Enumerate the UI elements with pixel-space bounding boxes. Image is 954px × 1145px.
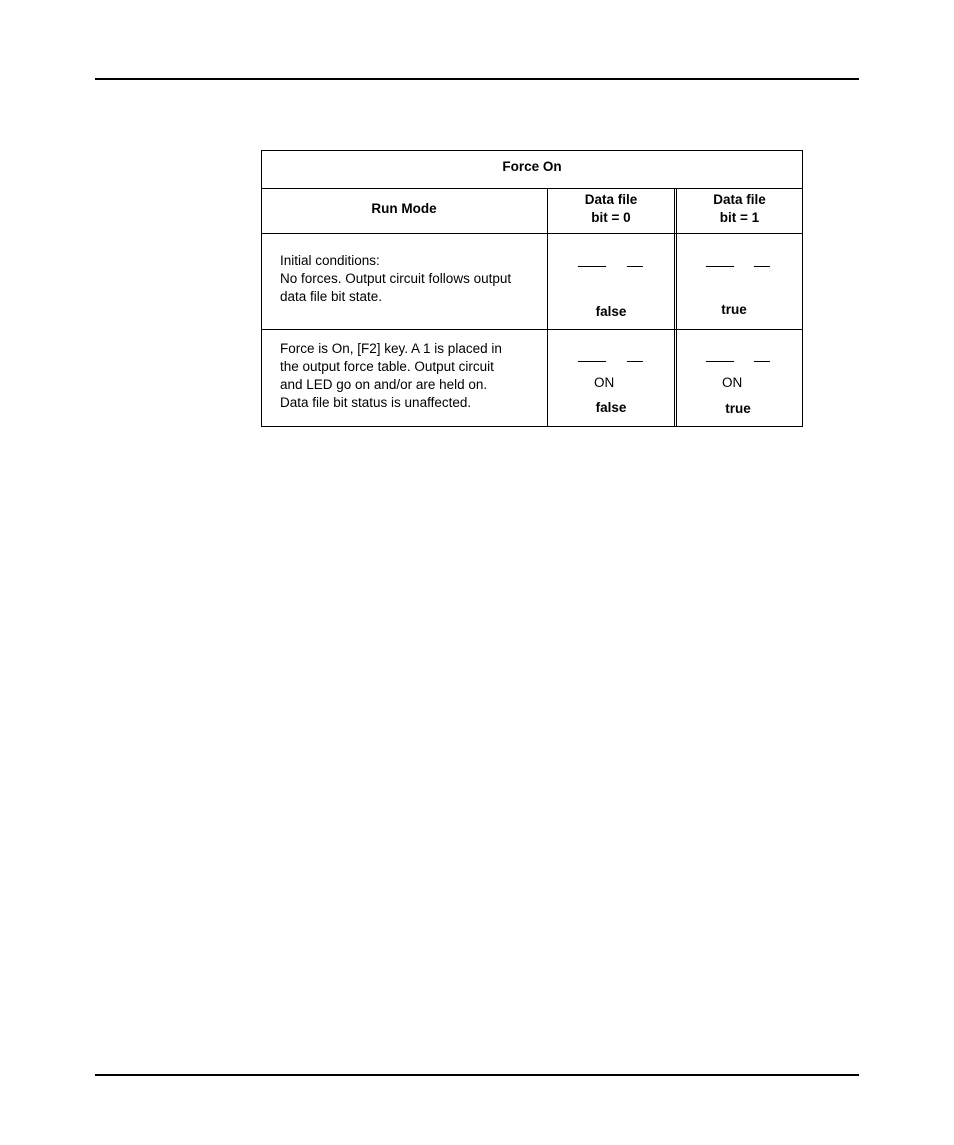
row-2-bit-0-contact-right xyxy=(627,361,643,362)
footer-rule xyxy=(95,1074,859,1076)
column-divider-2 xyxy=(674,188,675,427)
table-border-right xyxy=(802,150,803,427)
table-title: Force On xyxy=(502,159,562,174)
row-2-description: Force is On, [F2] key. A 1 is placed in the output force table. Output circuit and LED go on and/or are held on. Data file bit status is unaffected. xyxy=(280,341,502,410)
row-2-bit-0-state: false xyxy=(595,400,627,415)
row-2-bit-1-contact-left xyxy=(706,361,734,362)
row-divider xyxy=(261,329,803,330)
row-2-bit-1-state: true xyxy=(725,401,751,416)
row-1-bit-0-state: false xyxy=(595,304,627,319)
row-1-bit-1-state: true xyxy=(721,302,747,317)
header-bit-0: Data file bit = 0 xyxy=(584,192,638,225)
row-2-bit-1-contact-right xyxy=(754,361,770,362)
row-1-description: Initial conditions: No forces. Output circuit follows output data file bit state. xyxy=(280,253,512,304)
title-divider xyxy=(261,188,803,189)
header-rule xyxy=(95,78,859,80)
row-1-bit-0-contact-right xyxy=(627,266,643,267)
table-border-top xyxy=(261,150,803,151)
row-2-bit-0-contact-left xyxy=(578,361,606,362)
row-1-bit-1-contact-right xyxy=(754,266,770,267)
header-divider xyxy=(261,233,803,234)
row-2-bit-0-led: ON xyxy=(594,375,615,390)
header-bit-1: Data file bit = 1 xyxy=(713,192,766,225)
row-1-bit-0-contact-left xyxy=(578,266,606,267)
table-border-left xyxy=(261,150,262,427)
table-border-bottom xyxy=(261,426,803,427)
row-1-bit-1-contact-left xyxy=(706,266,734,267)
row-2-bit-1-led: ON xyxy=(722,375,743,390)
header-run-mode: Run Mode xyxy=(371,201,437,216)
force-on-table xyxy=(261,150,803,427)
